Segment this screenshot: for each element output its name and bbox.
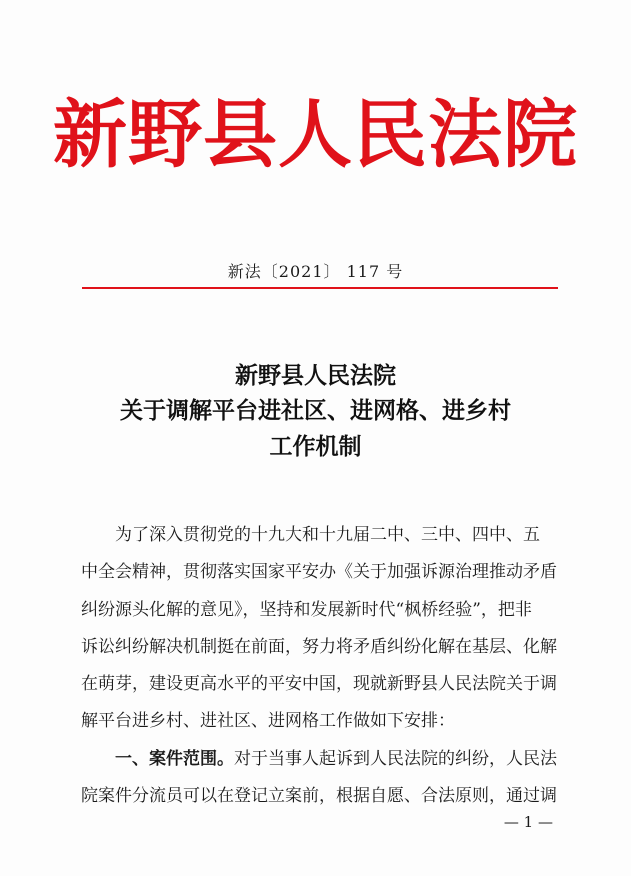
- body-line: 在萌芽，建设更高水平的平安中国，现就新野县人民法院关于调: [81, 674, 557, 695]
- document-title-line-2: 关于调解平台进社区、进网格、进乡村: [120, 397, 511, 424]
- body-line: 院案件分流员可以在登记立案前，根据自愿、合法原则，通过调: [81, 786, 557, 807]
- section-1-heading: 一、案件范围。: [115, 748, 234, 769]
- body-line: 诉讼纠纷解决机制挺在前面，努力将矛盾纠纷化解在基层、化解: [81, 636, 557, 657]
- red-divider-line: [82, 287, 558, 289]
- body-line: 解平台进乡村、进社区、进网格工作做如下安排：: [81, 711, 455, 732]
- section-1-first-line: [81, 741, 561, 778]
- body-line: 为了深入贯彻党的十九大和十九届二中、三中、四中、五: [115, 525, 540, 545]
- document-number: 新法〔2021〕 117 号: [227, 262, 404, 281]
- body-line: 中全会精神，贯彻落实国家平安办《关于加强诉源治理推动矛盾: [81, 562, 557, 583]
- document-title-line-1: 新野县人民法院: [235, 362, 396, 389]
- page-number: — 1 —: [503, 813, 553, 831]
- court-name-header: 新野县人民法院: [53, 92, 578, 178]
- body-text: [81, 517, 561, 815]
- section-1-text: 对于当事人起诉到人民法院的纠纷，人民法: [234, 748, 557, 769]
- document-title-line-3: 工作机制: [269, 433, 362, 460]
- body-line: 纠纷源头化解的意见》，坚持和发展新时代“枫桥经验”，把非: [81, 599, 532, 620]
